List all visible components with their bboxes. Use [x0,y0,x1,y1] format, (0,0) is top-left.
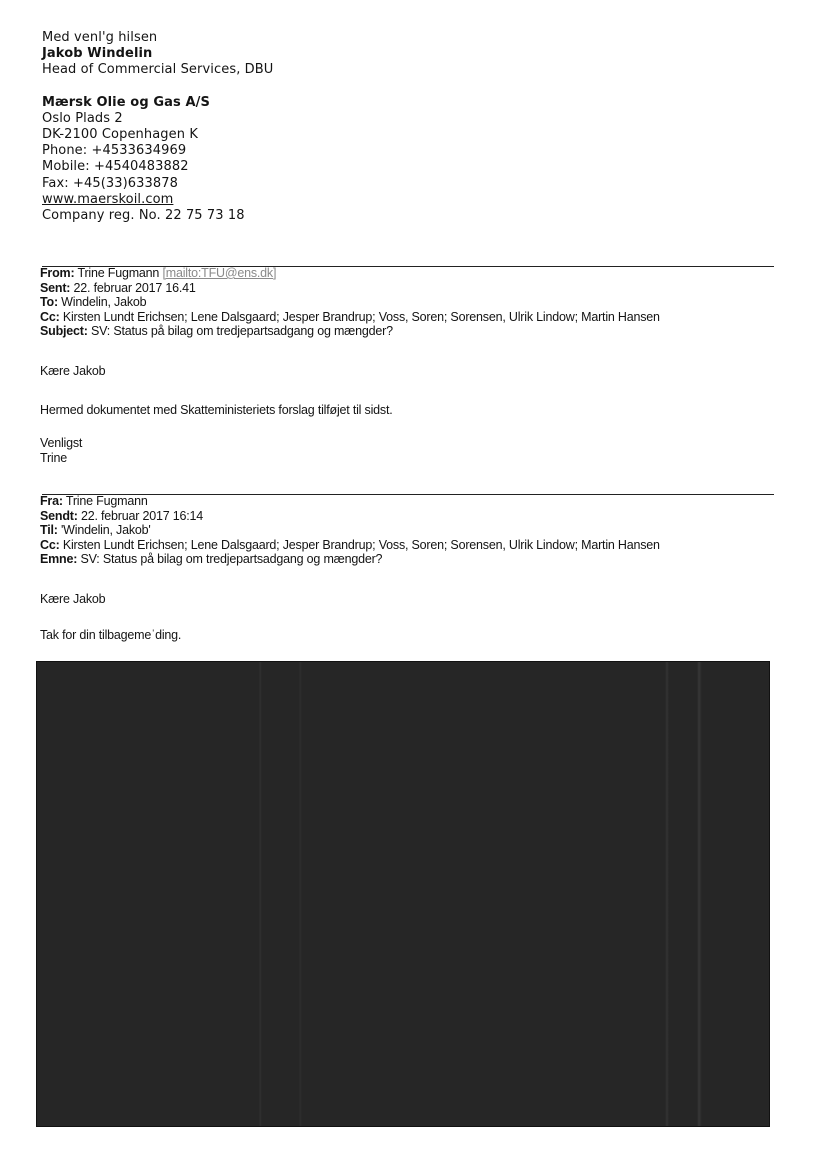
email2-sent-row [40,509,660,524]
email1-to-row [40,295,660,310]
email1-cc-value: Kirsten Lundt Erichsen; Lene Dalsgaard; Jesper Brandrup; Voss, Soren; Sorensen, Ulrik Lindow; Martin Hansen [59,309,660,324]
email-signature [42,30,273,224]
email1-cc-row [40,310,660,325]
email2-to-label: Til: [40,523,58,537]
email1-signoff-line2: Trine [40,451,68,465]
email1-sent-label: Sent: [40,280,71,295]
signature-company: Mærsk Olie og Gas A/S [42,94,210,110]
signature-phone: Phone: +4533634969 [42,143,187,159]
signature-fax: Fax: +45(33)633878 [42,175,179,191]
signature-spacer [42,79,273,95]
redacted-block [36,661,770,1127]
signature-closing: Med venl'g hilsen [42,30,158,45]
email1-from-row [40,266,660,281]
email1-subject-value: SV: Status på bilag om tredjepartsadgang og mængder? [87,324,393,338]
email2-subject-label: Emne: [40,552,78,566]
email1-mailto-link[interactable]: [mailto:TFU@ens.dk] [162,266,277,280]
email1-to-value: Windelin, Jakob [57,295,147,309]
email1-sent-row [40,281,660,296]
email2-to-value: 'Windelin, Jakob' [57,523,151,537]
email1-subject-row [40,324,660,339]
email2-header [40,494,660,567]
signature-title: Head of Commercial Services, DBU [42,62,274,78]
email1-greeting: Kære Jakob [40,364,106,378]
email2-subject-row [40,552,660,567]
email1-body: Hermed dokumentet med Skatteministeriets forslag tilføjet til sidst. [40,403,393,417]
email1-cc-label: Cc: [40,309,60,324]
email2-cc-label: Cc: [40,537,60,552]
signature-website-link[interactable]: www.maerskoil.com [42,191,174,207]
signature-company-reg: Company reg. No. 22 75 73 18 [42,208,245,224]
email1-subject-label: Subject: [40,324,88,338]
email1-from-value: Trine Fugmann [74,266,163,280]
signature-address-line2: DK-2100 Copenhagen K [42,127,198,143]
signature-address-line1: Oslo Plads 2 [42,110,123,126]
email1-header [40,266,660,339]
signature-mobile: Mobile: +4540483882 [42,159,189,175]
email1-from-label: From: [40,266,75,280]
signature-name: Jakob Windelin [42,46,153,62]
email1-signoff-line1: Venligst [40,436,83,450]
email2-greeting: Kære Jakob [40,592,106,606]
email2-to-row [40,523,660,538]
email2-from-label: Fra: [40,494,63,508]
email2-cc-row [40,538,660,553]
email1-sent-value: 22. februar 2017 16.41 [70,280,196,295]
email2-from-row [40,494,660,509]
email1-to-label: To: [40,295,58,309]
email2-sent-label: Sendt: [40,508,78,523]
email2-from-value: Trine Fugmann [62,494,148,508]
email1-signoff [40,436,82,466]
email2-subject-value: SV: Status på bilag om tredjepartsadgang og mængder? [77,552,383,566]
email2-cc-value: Kirsten Lundt Erichsen; Lene Dalsgaard; Jesper Brandrup; Voss, Soren; Sorensen, Ulrik Lindow; Martin Hansen [59,537,660,552]
email2-body: Tak for din tilbagemeˈding. [40,628,182,642]
email2-sent-value: 22. februar 2017 16:14 [77,508,204,523]
